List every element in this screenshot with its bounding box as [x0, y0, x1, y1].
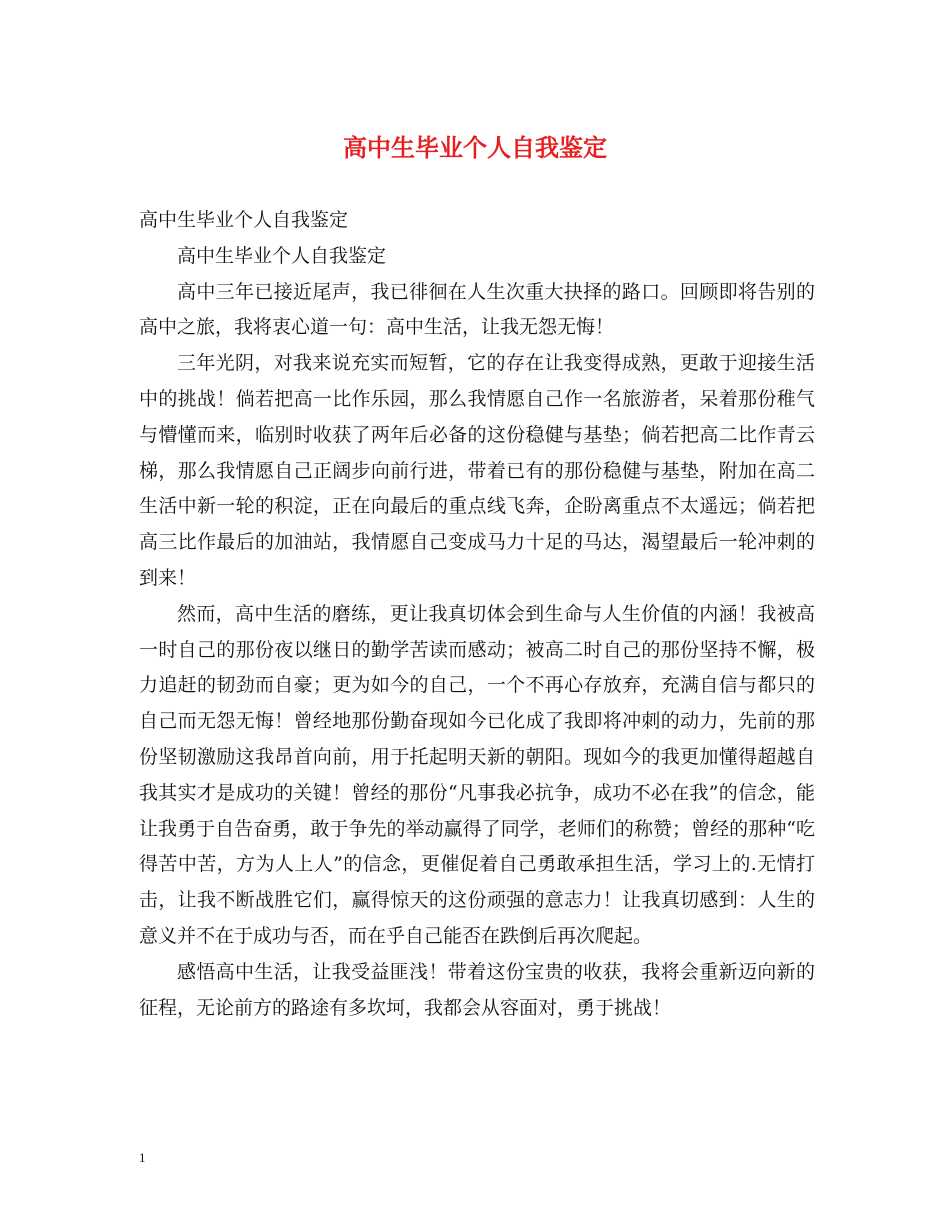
body-subheading: 高中生毕业个人自我鉴定 [177, 244, 387, 267]
body-paragraph: 感悟高中生活，让我受益匪浅！带着这份宝贵的收获，我将会重新迈向新的征程，无论前方的路途有多坎坷，我都会从容面对，勇于挑战！ [139, 960, 815, 1019]
body-paragraph: 高中三年已接近尾声，我已徘徊在人生次重大抉择的路口。回顾即将告别的高中之旅，我将衷心道一句：高中生活，让我无怨无悔！ [139, 280, 815, 339]
body-paragraph: 然而，高中生活的磨练，更让我真切体会到生命与人生价值的内涵！我被高一时自己的那份夜以继日的勤学苦读而感动；被高二时自己的那份坚持不懈，极力追赶的韧劲而自豪；更为如今的自己，一个不再心存放弃，充满自信与都只的自己而无怨无悔！曾经地那份勤奋现如今已化成了我即将冲刺的动力，先前的那份坚韧激励这我昂首向前，用于托起明天新的朝阳。现如今的我更加懂得超越自我其实才是成功的关键！曾经的那份“凡事我必抗争，成功不必在我”的信念，能让我勇于自告奋勇，敢于争先的举动赢得了同学，老师们的称赞；曾经的那种“吃得苦中苦，方为人上人”的信念，更催促着自己勇敢承担生活，学习上的.无情打击，让我不断战胜它们，赢得惊天的这份顽强的意志力！让我真切感到：人生的意义并不在于成功与否，而在乎自己能否在跌倒后再次爬起。 [139, 602, 815, 947]
page-number: 1 [139, 1150, 146, 1165]
document-body [139, 203, 815, 1026]
body-paragraph: 三年光阴，对我来说充实而短暂，它的存在让我变得成熟，更敢于迎接生活中的挑战！倘若把高一比作乐园，那么我情愿自己作一名旅游者，呆着那份稚气与懵懂而来，临别时收获了两年后必备的这份稳健与基垫；倘若把高二比作青云梯，那么我情愿自己正阔步向前行进，带着已有的那份稳健与基垫，附加在高二生活中新一轮的积淀，正在向最后的重点线飞奔，企盼离重点不太遥远；倘若把高三比作最后的加油站，我情愿自己变成马力十足的马达，渴望最后一轮冲刺的到来！ [139, 352, 815, 589]
body-heading: 高中生毕业个人自我鉴定 [139, 209, 349, 231]
document-title: 高中生毕业个人自我鉴定 [343, 133, 607, 162]
